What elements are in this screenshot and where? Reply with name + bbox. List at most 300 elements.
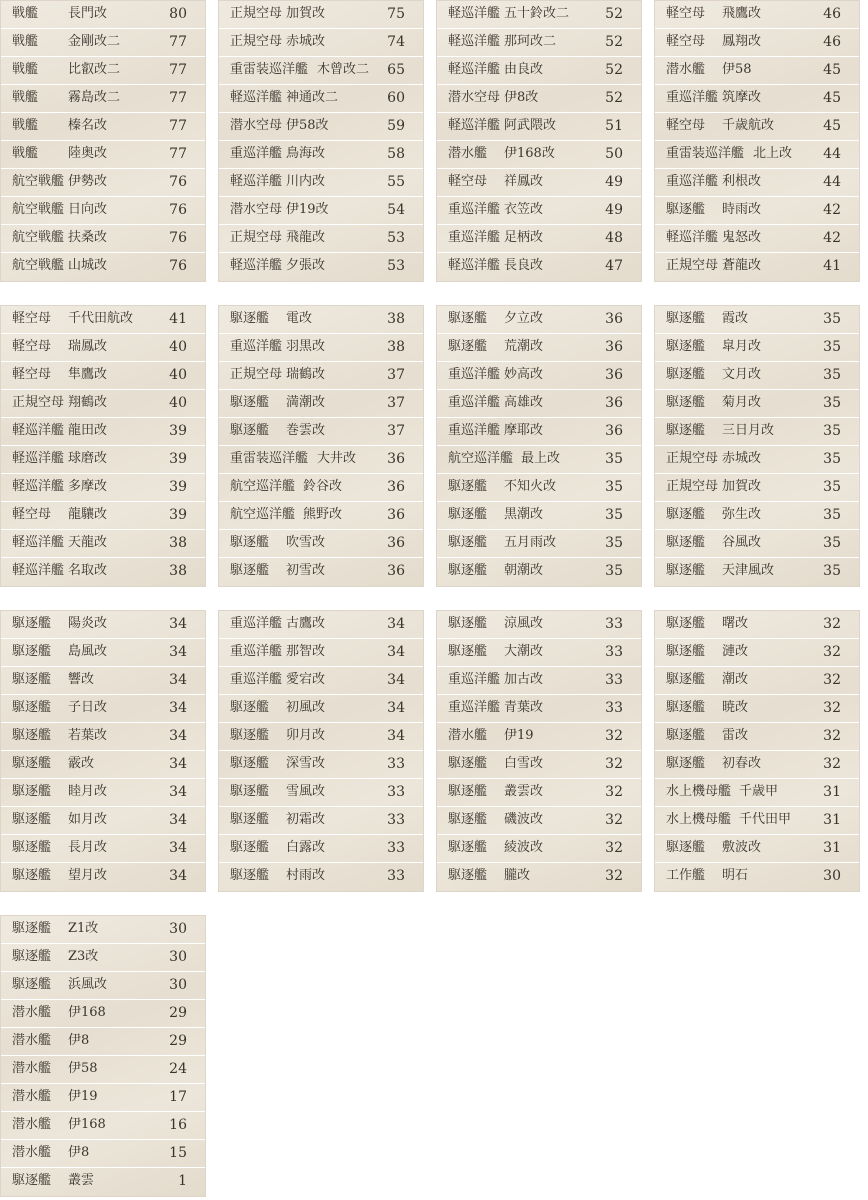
ship-row (219, 334, 423, 362)
ship-name: 鳥海改 (286, 146, 326, 161)
ship-name: 五十鈴改二 (504, 6, 570, 21)
ship-type: 戦艦 (12, 146, 39, 161)
ship-level: 42 (823, 202, 841, 218)
ship-name: 隼鷹改 (68, 367, 108, 382)
ship-name: 阿武隈改 (504, 118, 557, 133)
ship-level: 52 (605, 6, 623, 22)
ship-type: 駆逐艦 (12, 784, 52, 799)
ship-name: 村雨改 (286, 868, 326, 883)
ship-type: 重巡洋艦 (666, 174, 719, 189)
ship-row (1, 197, 205, 225)
ship-name: 皐月改 (722, 339, 762, 354)
ship-level: 44 (823, 174, 841, 190)
ship-level: 52 (605, 90, 623, 106)
ship-type: 戦艦 (12, 6, 39, 21)
ship-row (1, 418, 205, 446)
ship-level: 32 (605, 784, 623, 800)
ship-row (1, 1, 205, 29)
ship-level: 35 (605, 479, 623, 495)
ship-row (1, 835, 205, 863)
ship-level: 36 (387, 563, 405, 579)
ship-level: 36 (387, 507, 405, 523)
ship-level: 32 (823, 728, 841, 744)
ship-type: 駆逐艦 (12, 616, 52, 631)
ship-level: 36 (605, 395, 623, 411)
ship-type: 駆逐艦 (12, 672, 52, 687)
ship-row (655, 611, 859, 639)
ship-name: 筑摩改 (722, 90, 762, 105)
ship-name: 朧改 (504, 868, 531, 883)
ship-type: 駆逐艦 (666, 700, 706, 715)
ship-row (655, 418, 859, 446)
ship-row (219, 835, 423, 863)
ship-type: 駆逐艦 (448, 563, 488, 578)
ship-name: 祥鳳改 (504, 174, 544, 189)
ship-level: 34 (169, 840, 187, 856)
ship-level: 54 (387, 202, 405, 218)
ship-row (437, 362, 641, 390)
ship-list-panel (436, 610, 642, 892)
ship-row (1, 306, 205, 334)
ship-name: 伊19 (68, 1089, 98, 1104)
ship-level: 41 (823, 258, 841, 274)
ship-type: 駆逐艦 (666, 339, 706, 354)
ship-level: 35 (823, 563, 841, 579)
ship-row (437, 530, 641, 558)
ship-row (219, 667, 423, 695)
ship-row (655, 779, 859, 807)
ship-row (655, 334, 859, 362)
ship-row (437, 611, 641, 639)
ship-name: 北上改 (753, 146, 793, 161)
ship-name: 満潮改 (286, 395, 326, 410)
ship-level: 32 (823, 644, 841, 660)
ship-level: 48 (605, 230, 623, 246)
ship-level: 35 (823, 451, 841, 467)
ship-row (1, 225, 205, 253)
ship-level: 32 (605, 728, 623, 744)
ship-list-panel (436, 0, 642, 282)
ship-name: 陽炎改 (68, 616, 108, 631)
ship-name: 若葉改 (68, 728, 108, 743)
ship-level: 34 (387, 728, 405, 744)
ship-type: 駆逐艦 (666, 756, 706, 771)
ship-row (1, 944, 205, 972)
ship-name: 漣改 (722, 644, 749, 659)
ship-name: 如月改 (68, 812, 108, 827)
ship-type: 駆逐艦 (666, 644, 706, 659)
ship-name: 千歳航改 (722, 118, 775, 133)
ship-level: 31 (823, 812, 841, 828)
ship-type: 重巡洋艦 (230, 672, 283, 687)
ship-level: 77 (169, 34, 187, 50)
ship-row (655, 390, 859, 418)
ship-row (219, 141, 423, 169)
ship-name: 夕立改 (504, 311, 544, 326)
ship-row (219, 807, 423, 835)
ship-level: 34 (169, 784, 187, 800)
ship-level: 34 (169, 868, 187, 884)
ship-level: 39 (169, 451, 187, 467)
ship-name: 伊168改 (504, 146, 555, 161)
ship-row (219, 306, 423, 334)
ship-row (1, 141, 205, 169)
ship-level: 34 (169, 756, 187, 772)
ship-row (437, 835, 641, 863)
ship-level: 33 (387, 784, 405, 800)
ship-row (219, 863, 423, 891)
ship-level: 30 (169, 949, 187, 965)
ship-type: 重巡洋艦 (230, 339, 283, 354)
ship-name: 足柄改 (504, 230, 544, 245)
ship-row (437, 1, 641, 29)
ship-name: 初風改 (286, 700, 326, 715)
ship-name: 最上改 (521, 451, 561, 466)
ship-row (655, 723, 859, 751)
ship-name: 鳳翔改 (722, 34, 762, 49)
ship-level: 60 (387, 90, 405, 106)
ship-level: 15 (169, 1145, 187, 1161)
ship-name: 鬼怒改 (722, 230, 762, 245)
ship-type: 駆逐艦 (448, 535, 488, 550)
ship-level: 34 (169, 700, 187, 716)
ship-type: 駆逐艦 (12, 949, 52, 964)
ship-name: Z3改 (68, 949, 99, 964)
ship-name: 伊8 (68, 1145, 90, 1160)
ship-name: 熊野改 (303, 507, 343, 522)
ship-type: 重巡洋艦 (666, 90, 719, 105)
ship-row (437, 225, 641, 253)
ship-type: 駆逐艦 (666, 840, 706, 855)
ship-name: 霰改 (68, 756, 95, 771)
ship-type: 駆逐艦 (230, 311, 270, 326)
ship-type: 重雷装巡洋艦 (230, 62, 309, 77)
ship-level: 37 (387, 367, 405, 383)
ship-level: 33 (605, 616, 623, 632)
ship-level: 53 (387, 258, 405, 274)
ship-type: 重巡洋艦 (448, 700, 501, 715)
ship-type: 軽巡洋艦 (230, 90, 283, 105)
ship-row (219, 530, 423, 558)
ship-name: 谷風改 (722, 535, 762, 550)
ship-type: 重巡洋艦 (448, 202, 501, 217)
ship-level: 36 (605, 339, 623, 355)
ship-level: 46 (823, 6, 841, 22)
ship-row (437, 29, 641, 57)
ship-name: 瑞鳳改 (68, 339, 108, 354)
ship-row (1, 502, 205, 530)
ship-type: 駆逐艦 (666, 563, 706, 578)
ship-name: 巻雲改 (286, 423, 326, 438)
ship-type: 駆逐艦 (448, 479, 488, 494)
ship-type: 駆逐艦 (666, 367, 706, 382)
ship-list-panel (0, 0, 206, 282)
ship-list-panel (218, 0, 424, 282)
ship-type: 駆逐艦 (230, 728, 270, 743)
ship-row (437, 446, 641, 474)
ship-row (1, 807, 205, 835)
ship-name: 名取改 (68, 563, 108, 578)
ship-row (1, 390, 205, 418)
ship-level: 59 (387, 118, 405, 134)
ship-name: 山城改 (68, 258, 108, 273)
ship-row (219, 113, 423, 141)
ship-type: 軽巡洋艦 (448, 62, 501, 77)
ship-type: 駆逐艦 (666, 507, 706, 522)
ship-row (1, 113, 205, 141)
ship-name: 雷改 (722, 728, 749, 743)
ship-name: 千代田航改 (68, 311, 134, 326)
ship-row (1, 639, 205, 667)
ship-name: 初霜改 (286, 812, 326, 827)
ship-list-panel (654, 305, 860, 587)
ship-name: 時雨改 (722, 202, 762, 217)
ship-type: 重巡洋艦 (448, 230, 501, 245)
ship-type: 駆逐艦 (448, 644, 488, 659)
ship-level: 29 (169, 1005, 187, 1021)
ship-level: 35 (605, 563, 623, 579)
ship-type: 重巡洋艦 (230, 146, 283, 161)
ship-type: 重巡洋艦 (448, 672, 501, 687)
ship-name: 龍驤改 (68, 507, 108, 522)
ship-level: 17 (169, 1089, 187, 1105)
ship-type: 潜水艦 (12, 1145, 52, 1160)
ship-type: 駆逐艦 (230, 812, 270, 827)
ship-row (655, 695, 859, 723)
ship-row (219, 253, 423, 281)
ship-level: 30 (169, 921, 187, 937)
ship-type: 駆逐艦 (12, 921, 52, 936)
ship-row (1, 29, 205, 57)
ship-name: 飛龍改 (286, 230, 326, 245)
ship-name: 電改 (286, 311, 313, 326)
ship-level: 36 (605, 423, 623, 439)
ship-type: 駆逐艦 (448, 784, 488, 799)
ship-name: 白露改 (286, 840, 326, 855)
ship-row (1, 1084, 205, 1112)
ship-type: 潜水艦 (12, 1089, 52, 1104)
ship-type: 潜水艦 (12, 1061, 52, 1076)
ship-row (1, 1168, 205, 1196)
ship-type: 軽巡洋艦 (666, 230, 719, 245)
ship-type: 航空戦艦 (12, 230, 65, 245)
ship-type: 戦艦 (12, 62, 39, 77)
ship-name: 文月改 (722, 367, 762, 382)
ship-list-panel (218, 305, 424, 587)
ship-name: 子日改 (68, 700, 108, 715)
ship-row (219, 29, 423, 57)
ship-level: 34 (169, 672, 187, 688)
ship-row (1, 1140, 205, 1168)
ship-level: 74 (387, 34, 405, 50)
ship-row (219, 639, 423, 667)
ship-name: 陸奥改 (68, 146, 108, 161)
ship-row (1, 667, 205, 695)
ship-row (219, 779, 423, 807)
ship-level: 31 (823, 840, 841, 856)
ship-level: 35 (823, 311, 841, 327)
ship-level: 40 (169, 367, 187, 383)
ship-type: 軽巡洋艦 (12, 535, 65, 550)
ship-row (655, 141, 859, 169)
ship-name: 羽黒改 (286, 339, 326, 354)
ship-level: 77 (169, 146, 187, 162)
ship-type: 駆逐艦 (448, 756, 488, 771)
ship-row (655, 530, 859, 558)
ship-type: 正規空母 (666, 258, 719, 273)
ship-type: 駆逐艦 (666, 616, 706, 631)
ship-name: 那智改 (286, 644, 326, 659)
ship-name: 赤城改 (722, 451, 762, 466)
ship-type: 駆逐艦 (230, 395, 270, 410)
ship-row (437, 85, 641, 113)
ship-name: 荒潮改 (504, 339, 544, 354)
ship-level: 33 (605, 644, 623, 660)
ship-type: 駆逐艦 (12, 644, 52, 659)
ship-row (655, 558, 859, 586)
ship-type: 駆逐艦 (448, 616, 488, 631)
ship-type: 正規空母 (230, 34, 283, 49)
ship-row (1, 446, 205, 474)
ship-name: 球磨改 (68, 451, 108, 466)
ship-level: 75 (387, 6, 405, 22)
ship-name: 龍田改 (68, 423, 108, 438)
ship-name: 伊58 (722, 62, 752, 77)
ship-row (219, 57, 423, 85)
ship-row (1, 169, 205, 197)
ship-row (219, 362, 423, 390)
ship-type: 重巡洋艦 (448, 367, 501, 382)
ship-row (437, 57, 641, 85)
ship-row (437, 169, 641, 197)
ship-type: 駆逐艦 (448, 311, 488, 326)
ship-type: 軽空母 (12, 339, 52, 354)
ship-list-panel (436, 305, 642, 587)
ship-row (655, 639, 859, 667)
ship-row (655, 306, 859, 334)
ship-row (655, 197, 859, 225)
ship-row (655, 835, 859, 863)
ship-name: 伊168 (68, 1117, 106, 1132)
ship-type: 軽空母 (666, 6, 706, 21)
ship-type: 駆逐艦 (230, 868, 270, 883)
ship-row (437, 141, 641, 169)
ship-name: 潮改 (722, 672, 749, 687)
ship-type: 軽巡洋艦 (12, 479, 65, 494)
ship-row (655, 446, 859, 474)
ship-row (1, 695, 205, 723)
ship-name: 霞改 (722, 311, 749, 326)
ship-name: 榛名改 (68, 118, 108, 133)
ship-type: 潜水艦 (12, 1033, 52, 1048)
ship-row (219, 390, 423, 418)
ship-name: 高雄改 (504, 395, 544, 410)
ship-level: 33 (387, 812, 405, 828)
ship-name: 響改 (68, 672, 95, 687)
ship-level: 33 (605, 700, 623, 716)
ship-level: 35 (605, 507, 623, 523)
ship-type: 駆逐艦 (12, 840, 52, 855)
ship-name: 木曾改二 (317, 62, 370, 77)
ship-type: 戦艦 (12, 90, 39, 105)
ship-row (219, 723, 423, 751)
ship-row (437, 558, 641, 586)
ship-level: 65 (387, 62, 405, 78)
ship-level: 35 (605, 535, 623, 551)
ship-level: 77 (169, 62, 187, 78)
ship-type: 航空巡洋艦 (230, 479, 296, 494)
ship-row (655, 502, 859, 530)
ship-row (437, 863, 641, 891)
ship-row (437, 253, 641, 281)
ship-type: 航空戦艦 (12, 258, 65, 273)
ship-row (437, 751, 641, 779)
ship-row (1, 972, 205, 1000)
ship-row (219, 751, 423, 779)
ship-type: 潜水艦 (448, 146, 488, 161)
ship-level: 36 (387, 535, 405, 551)
ship-type: 駆逐艦 (230, 423, 270, 438)
ship-level: 34 (169, 812, 187, 828)
ship-level: 31 (823, 784, 841, 800)
ship-level: 39 (169, 507, 187, 523)
ship-type: 潜水艦 (12, 1005, 52, 1020)
ship-type: 航空戦艦 (12, 202, 65, 217)
ship-type: 正規空母 (666, 451, 719, 466)
ship-type: 戦艦 (12, 118, 39, 133)
ship-name: 加賀改 (722, 479, 762, 494)
ship-row (219, 1, 423, 29)
ship-level: 42 (823, 230, 841, 246)
ship-name: 深雪改 (286, 756, 326, 771)
ship-level: 35 (823, 339, 841, 355)
ship-list-panel (0, 915, 206, 1197)
ship-name: 長門改 (68, 6, 108, 21)
ship-row (1, 1000, 205, 1028)
ship-row (219, 558, 423, 586)
ship-list-panel (654, 0, 860, 282)
ship-row (1, 916, 205, 944)
ship-level: 34 (169, 616, 187, 632)
ship-level: 40 (169, 395, 187, 411)
ship-name: 千代田甲 (739, 812, 792, 827)
ship-row (1, 751, 205, 779)
ship-row (1, 558, 205, 586)
ship-name: 曙改 (722, 616, 749, 631)
ship-row (655, 1, 859, 29)
ship-type: 工作艦 (666, 868, 706, 883)
ship-type: 重雷装巡洋艦 (230, 451, 309, 466)
ship-type: 軽巡洋艦 (448, 6, 501, 21)
ship-type: 駆逐艦 (12, 728, 52, 743)
ship-level: 76 (169, 202, 187, 218)
ship-level: 45 (823, 118, 841, 134)
ship-row (655, 807, 859, 835)
ship-row (1, 530, 205, 558)
ship-level: 77 (169, 90, 187, 106)
ship-type: 駆逐艦 (12, 977, 52, 992)
ship-row (437, 418, 641, 446)
ship-type: 戦艦 (12, 34, 39, 49)
ship-name: 吹雪改 (286, 535, 326, 550)
ship-name: 三日月改 (722, 423, 775, 438)
ship-type: 潜水空母 (448, 90, 501, 105)
ship-name: 鈴谷改 (303, 479, 343, 494)
ship-level: 32 (823, 700, 841, 716)
ship-name: 雪風改 (286, 784, 326, 799)
ship-level: 39 (169, 479, 187, 495)
ship-name: 衣笠改 (504, 202, 544, 217)
